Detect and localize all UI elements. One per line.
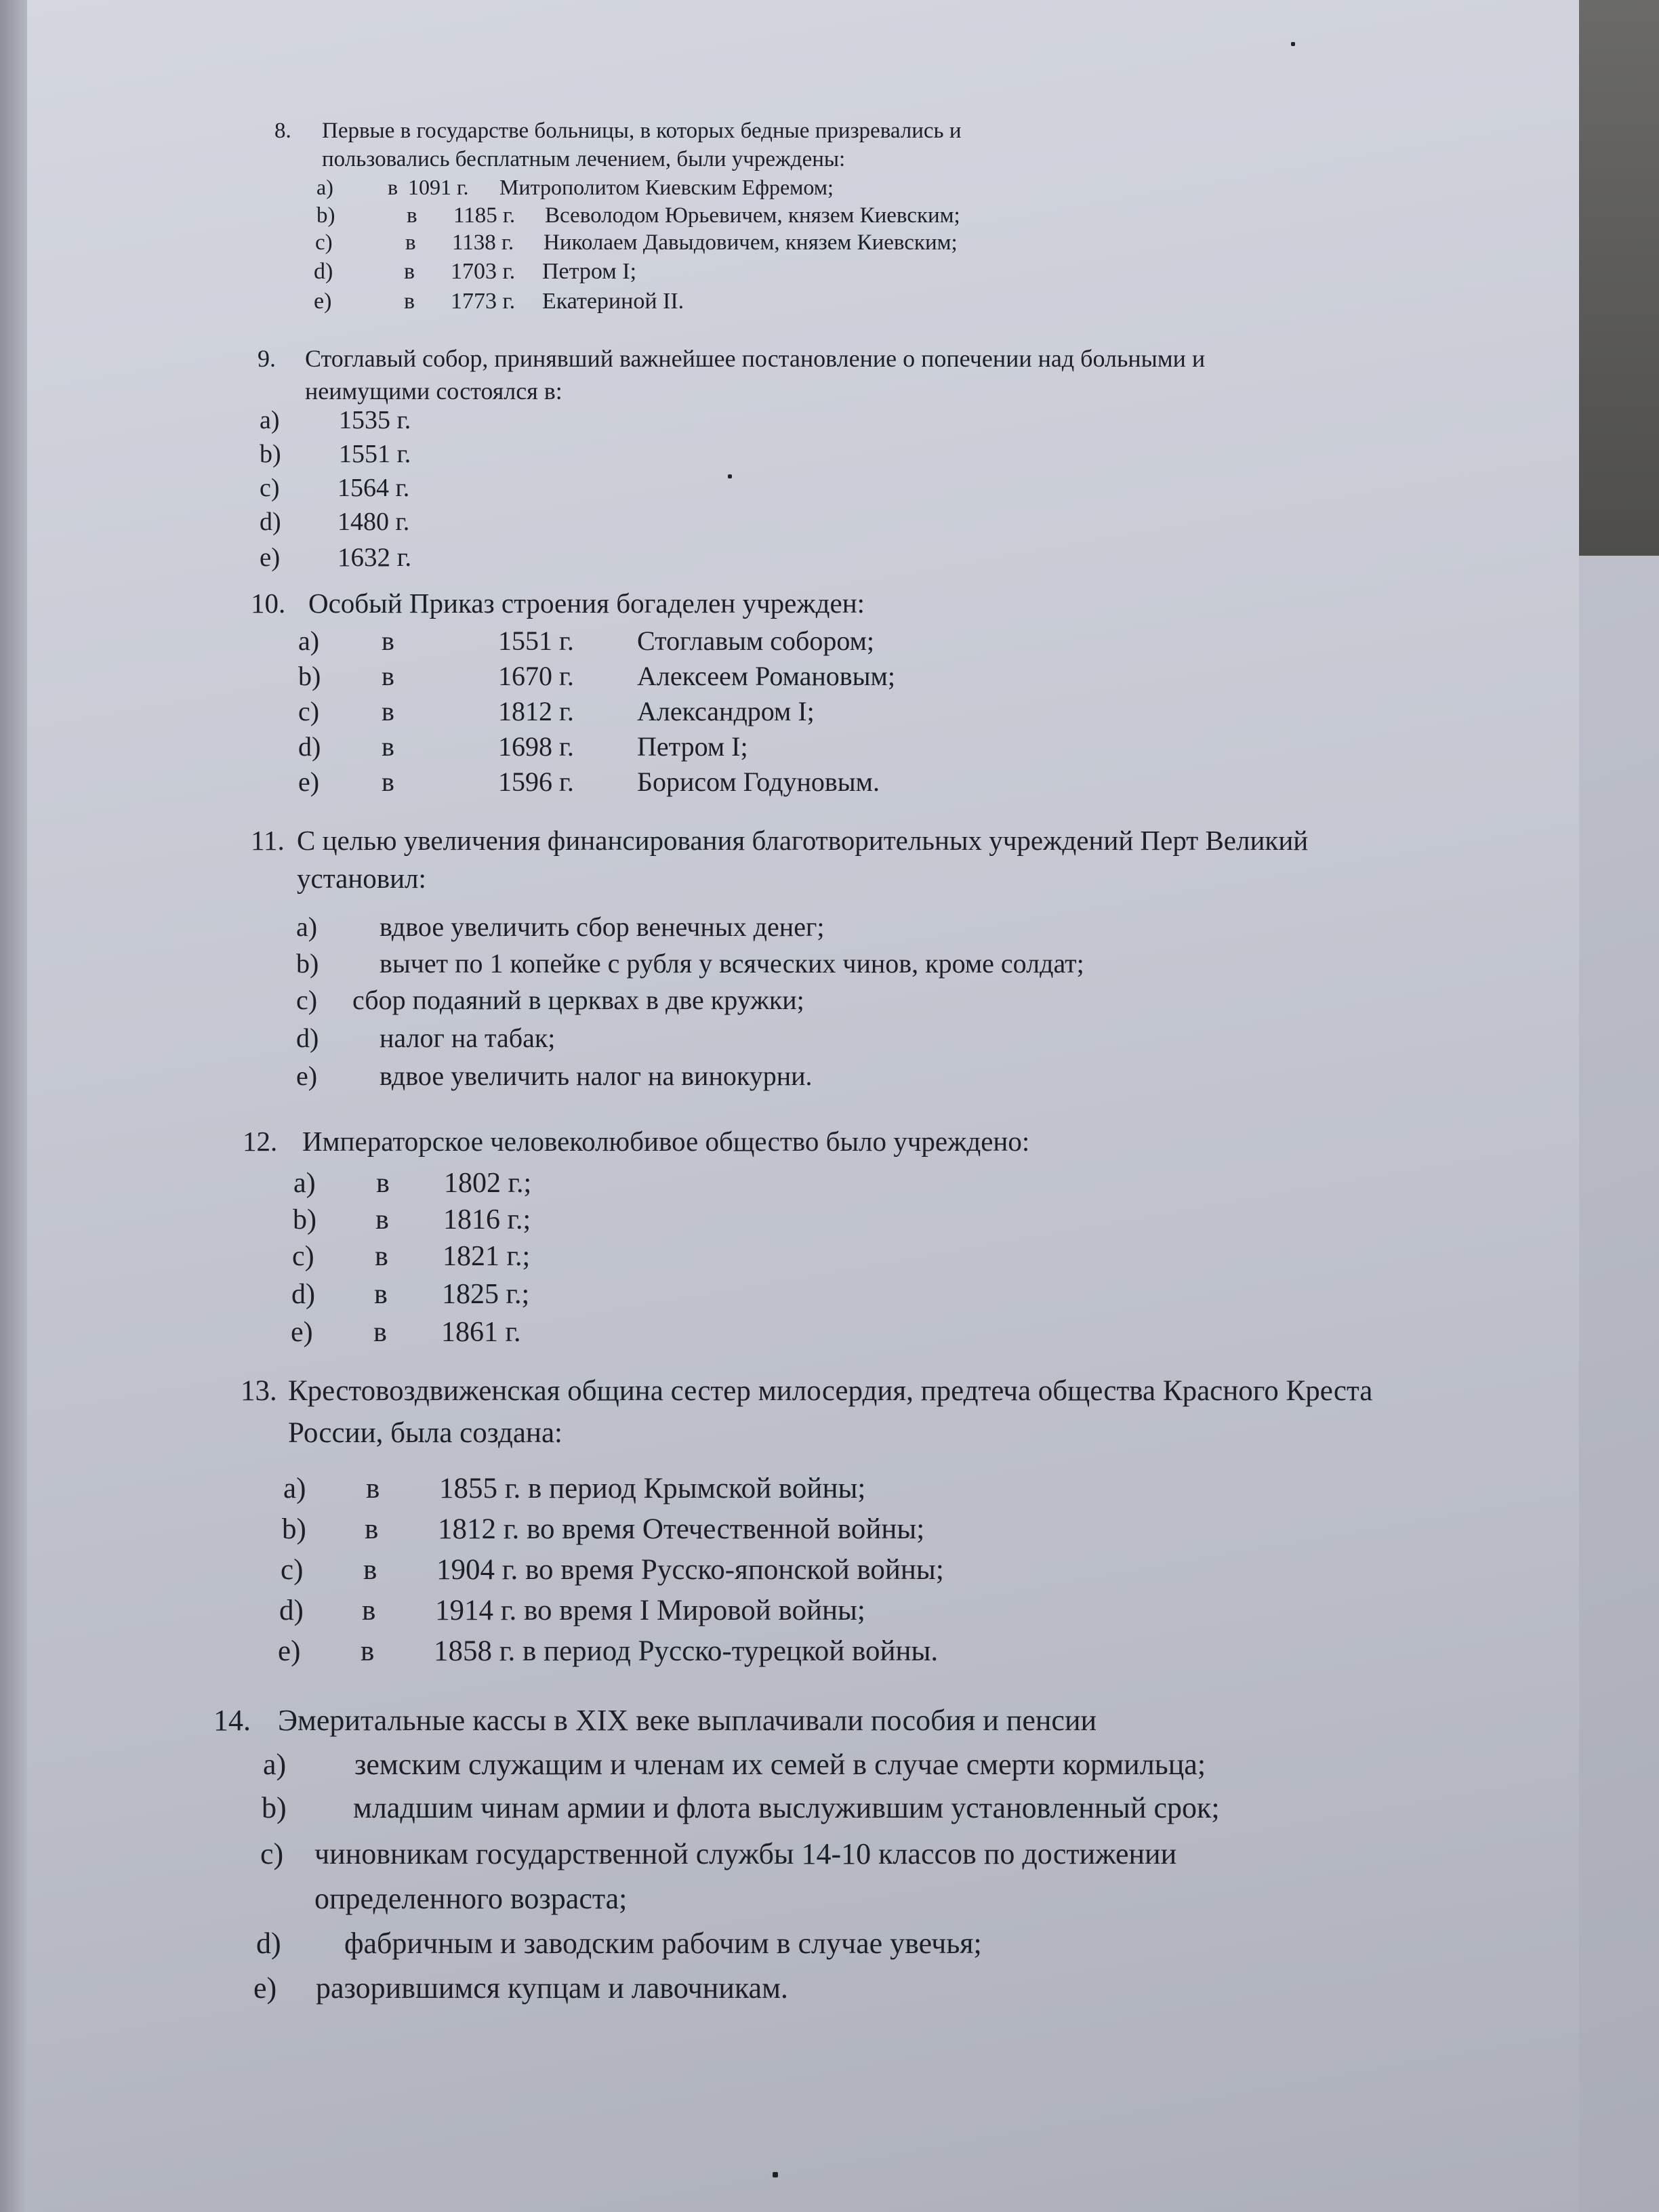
option-letter: e) — [298, 766, 320, 797]
option-year: 1670 г. — [498, 661, 574, 691]
option-letter: b) — [298, 661, 321, 691]
option-preposition: в — [382, 766, 394, 797]
option-year: 1596 г. — [498, 766, 574, 797]
option-letter: e) — [278, 1635, 301, 1667]
option-preposition: в — [382, 626, 394, 656]
option-letter: d) — [279, 1595, 304, 1626]
option-text: чиновникам государственной службы 14-10 классов по достижении — [314, 1837, 1177, 1870]
question-10 — [251, 587, 865, 619]
question-number: 11. — [251, 825, 285, 856]
option-letter: c) — [281, 1554, 304, 1586]
option-text: Николаем Давыдовичем, князем Киевским; — [544, 230, 958, 255]
question-13 — [241, 1370, 1372, 1454]
question-text: Императорское человеколюбивое общество было учреждено: — [302, 1126, 1030, 1157]
option-text: 1564 г. — [337, 474, 410, 502]
option-preposition: в — [376, 1168, 390, 1199]
question-text: Крестовоздвиженская община сестер милосердия, предтеча общества Красного Креста — [288, 1375, 1373, 1407]
option-letter: d) — [298, 731, 321, 762]
option-text: земским служащим и членам их семей в случае смерти кормильца; — [354, 1748, 1206, 1781]
option-text: 1855 г. в период Крымской войны; — [439, 1473, 866, 1504]
question-number: 12. — [243, 1126, 278, 1157]
option-year: 1802 г.; — [444, 1168, 532, 1199]
question-11 — [251, 821, 1308, 897]
option-letter: b) — [296, 948, 319, 979]
option-letter: c) — [260, 1837, 284, 1870]
option-letter: d) — [314, 259, 333, 284]
option-text: 1480 г. — [337, 508, 410, 536]
option-letter: b) — [316, 203, 335, 228]
option-preposition: в — [363, 1554, 377, 1586]
option-text: Екатериной II. — [542, 289, 684, 314]
option-preposition: в — [365, 1513, 379, 1545]
option-preposition: в — [374, 1279, 388, 1310]
option-text: Борисом Годуновым. — [637, 766, 880, 797]
question-number: 14. — [213, 1704, 251, 1737]
question-14 — [213, 1703, 1097, 1738]
question-12 — [243, 1125, 1029, 1158]
option-letter: d) — [260, 508, 281, 536]
option-text: разорившимся купцам и лавочникам. — [316, 1971, 788, 2005]
option-text: младшим чинам армии и флота выслужившим установленный срок; — [353, 1791, 1220, 1824]
option-letter: b) — [282, 1513, 306, 1545]
option-text: Петром I; — [637, 731, 748, 762]
option-letter: a) — [298, 626, 320, 656]
question-number: 9. — [258, 345, 276, 372]
option-preposition: в — [375, 1204, 389, 1235]
option-letter: c) — [298, 696, 320, 726]
option-preposition: в — [382, 661, 394, 691]
question-text: С целью увеличения финансирования благотворительных учреждений Перт Великий — [297, 825, 1309, 856]
option-letter: e) — [253, 1971, 277, 2005]
option-preposition: в — [362, 1595, 376, 1626]
question-8 — [274, 117, 962, 173]
question-number: 13. — [241, 1375, 277, 1407]
option-text: вдвое увеличить сбор венечных денег; — [380, 912, 825, 942]
option-preposition: в — [407, 203, 417, 228]
option-text: Митрополитом Киевским Ефремом; — [499, 175, 834, 199]
question-text: Эмеритальные кассы в XIX веке выплачивали пособия и пенсии — [278, 1704, 1097, 1737]
option-year: 1551 г. — [498, 626, 574, 656]
question-9 — [258, 342, 1205, 407]
question-text: Стоглавый собор, принявший важнейшее постановление о попечении над больными и — [305, 345, 1206, 372]
option-letter: d) — [291, 1279, 315, 1310]
option-letter: d) — [256, 1927, 281, 1960]
option-preposition: в — [373, 1317, 387, 1348]
question-text-continued: пользовались бесплатным лечением, были учреждены: — [322, 147, 846, 171]
option-year: 1773 г. — [451, 289, 516, 314]
option-year: 1138 г. — [452, 230, 514, 255]
option-letter: b) — [260, 440, 281, 468]
option-letter: c) — [292, 1241, 314, 1272]
option-text: Алексеем Романовым; — [637, 661, 895, 691]
option-preposition: в — [404, 259, 415, 284]
option-preposition: в — [382, 731, 394, 762]
option-letter: e) — [296, 1061, 318, 1091]
option-letter: e) — [260, 543, 281, 572]
option-text: вычет по 1 копейке с рубля у всяческих чинов, кроме солдат; — [380, 948, 1084, 979]
question-text-continued: неимущими состоялся в: — [305, 377, 562, 405]
option-text: сбор подаяний в церквах в две кружки; — [352, 985, 804, 1015]
question-number: 10. — [251, 588, 286, 619]
option-text: фабричным и заводским рабочим в случае увечья; — [344, 1927, 982, 1960]
option-letter: a) — [316, 175, 333, 199]
option-text: 1858 г. в период Русско-турецкой войны. — [434, 1635, 939, 1667]
option-text: 1812 г. во время Отечественной войны; — [438, 1513, 925, 1545]
option-letter: a) — [283, 1473, 306, 1504]
option-text: налог на табак; — [380, 1023, 556, 1053]
option-letter: b) — [293, 1204, 316, 1235]
option-preposition: в — [375, 1241, 388, 1272]
question-text-continued: России, была создана: — [288, 1417, 562, 1449]
option-text: 1535 г. — [339, 406, 411, 434]
option-preposition: в — [404, 289, 415, 314]
option-preposition: в — [366, 1473, 380, 1504]
option-letter: d) — [296, 1023, 319, 1053]
option-text: Стоглавым собором; — [637, 626, 875, 656]
option-letter: a) — [263, 1748, 287, 1781]
option-text: 1632 г. — [337, 543, 412, 572]
option-year: 1825 г.; — [442, 1279, 530, 1310]
option-letter: e) — [291, 1317, 313, 1348]
question-number: 8. — [274, 119, 291, 143]
option-year: 1698 г. — [498, 731, 574, 762]
option-text-continued: определенного возраста; — [314, 1882, 628, 1915]
option-text: 1904 г. во время Русско-японской войны; — [436, 1554, 944, 1586]
question-text-continued: установил: — [297, 863, 426, 894]
option-preposition: в — [382, 696, 394, 726]
option-letter: a) — [260, 406, 280, 434]
option-text: Александром I; — [637, 696, 815, 726]
option-year: 1091 г. — [408, 175, 469, 199]
option-text: вдвое увеличить налог на винокурни. — [380, 1061, 813, 1091]
option-letter: c) — [296, 985, 318, 1015]
option-text: 1914 г. во время I Мировой войны; — [435, 1595, 865, 1626]
option-preposition: в — [405, 230, 416, 255]
option-letter: c) — [260, 474, 280, 502]
question-text: Особый Приказ строения богаделен учрежден: — [308, 588, 865, 619]
option-year: 1703 г. — [451, 259, 516, 284]
option-text: Всеволодом Юрьевичем, князем Киевским; — [545, 203, 960, 228]
option-year: 1861 г. — [441, 1317, 521, 1348]
option-year: 1185 г. — [453, 203, 516, 228]
option-year: 1821 г.; — [443, 1241, 531, 1272]
option-letter: a) — [293, 1168, 316, 1199]
option-preposition: в — [388, 175, 398, 199]
option-year: 1812 г. — [498, 696, 574, 726]
option-letter: b) — [262, 1791, 287, 1824]
option-letter: a) — [296, 912, 318, 942]
option-text: Петром I; — [542, 259, 637, 284]
option-text: 1551 г. — [339, 440, 411, 468]
question-text: Первые в государстве больницы, в которых бедные призревались и — [322, 119, 962, 143]
option-preposition: в — [361, 1635, 375, 1667]
option-year: 1816 г.; — [443, 1204, 531, 1235]
option-letter: c) — [315, 230, 333, 255]
option-letter: e) — [314, 289, 332, 314]
